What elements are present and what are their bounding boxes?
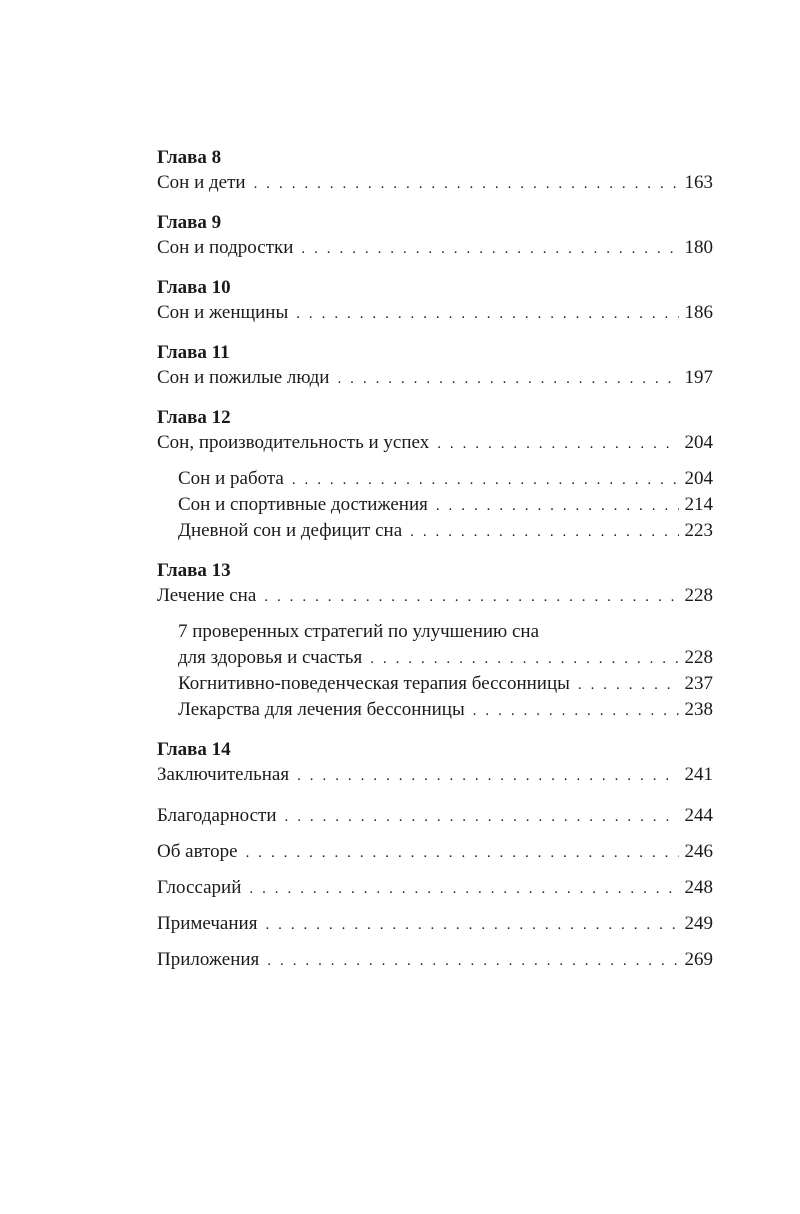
entry-title: Глоссарий <box>157 877 242 898</box>
entry-title: Сон и работа <box>178 468 284 489</box>
chapter-heading: Глава 10 <box>157 277 231 298</box>
page-number: 241 <box>684 764 713 785</box>
page-number: 237 <box>684 673 713 694</box>
chapter-heading: Глава 8 <box>157 147 222 168</box>
entry-title: Примечания <box>157 913 258 934</box>
dot-leader <box>249 876 678 902</box>
chapter-heading: Глава 14 <box>157 739 231 760</box>
chapter-heading: Глава 9 <box>157 212 222 233</box>
dot-leader <box>436 493 679 519</box>
chapter-heading: Глава 13 <box>157 560 231 581</box>
dot-leader <box>473 698 679 724</box>
page-number: 238 <box>684 699 713 720</box>
toc-subentry[interactable] <box>157 645 713 671</box>
entry-title: Приложения <box>157 949 260 970</box>
entry-title: Заключительная <box>157 764 290 785</box>
entry-title: Сон, производительность и успех <box>157 432 430 453</box>
page-number: 269 <box>684 949 713 970</box>
entry-title: Дневной сон и дефицит сна <box>178 520 403 541</box>
entry-title: Сон и спортивные достижения <box>178 494 428 515</box>
page-number: 246 <box>684 841 713 862</box>
toc-entry[interactable] <box>157 365 713 391</box>
toc-entry-glossary[interactable] <box>157 875 713 901</box>
entry-title: для здоровья и счастья <box>178 647 363 668</box>
toc-entry[interactable] <box>157 430 713 456</box>
page-number: 214 <box>684 494 713 515</box>
toc-entry[interactable] <box>157 170 713 196</box>
page-number: 228 <box>684 585 713 606</box>
toc-entry-appendices[interactable] <box>157 947 713 973</box>
page-number: 186 <box>684 302 713 323</box>
dot-leader <box>297 763 678 789</box>
toc-entry-about-author[interactable] <box>157 839 713 865</box>
entry-title: Об авторе <box>157 841 238 862</box>
dot-leader <box>285 804 679 830</box>
page-number: 163 <box>684 172 713 193</box>
dot-leader <box>296 301 678 327</box>
dot-leader <box>254 171 679 197</box>
entry-title: Сон и подростки <box>157 237 294 258</box>
dot-leader <box>292 467 679 493</box>
dot-leader <box>437 431 678 457</box>
chapter-heading: Глава 11 <box>157 342 230 363</box>
entry-title: Лекарства для лечения бессонницы <box>178 699 465 720</box>
toc-entry-notes[interactable] <box>157 911 713 937</box>
entry-title: Сон и пожилые люди <box>157 367 330 388</box>
chapter-heading: Глава 12 <box>157 407 231 428</box>
toc-entry[interactable] <box>157 583 713 609</box>
toc-entry[interactable] <box>157 300 713 326</box>
entry-title: Благодарности <box>157 805 277 826</box>
entry-title: Сон и дети <box>157 172 246 193</box>
toc-subentry[interactable] <box>157 671 713 697</box>
page-number: 248 <box>684 877 713 898</box>
toc-subentry[interactable] <box>157 518 713 544</box>
dot-leader <box>265 912 678 938</box>
page-number: 204 <box>684 468 713 489</box>
page-number: 180 <box>684 237 713 258</box>
entry-title-line[interactable]: 7 проверенных стратегий по улучшению сна <box>178 621 540 642</box>
dot-leader <box>246 840 679 866</box>
table-of-contents <box>157 146 713 973</box>
toc-subentry[interactable] <box>157 697 713 723</box>
dot-leader <box>337 366 678 392</box>
dot-leader <box>264 584 678 610</box>
page-number: 204 <box>684 432 713 453</box>
page-number: 223 <box>684 520 713 541</box>
dot-leader <box>578 672 679 698</box>
dot-leader <box>410 519 678 545</box>
toc-entry[interactable] <box>157 762 713 788</box>
page-number: 228 <box>684 647 713 668</box>
page-number: 197 <box>684 367 713 388</box>
page-number: 249 <box>684 913 713 934</box>
toc-entry-acknowledgements[interactable] <box>157 803 713 829</box>
toc-subentry[interactable] <box>157 466 713 492</box>
toc-subentry[interactable] <box>157 492 713 518</box>
entry-title: Сон и женщины <box>157 302 289 323</box>
entry-title: Когнитивно-поведенческая терапия бессонницы <box>178 673 570 694</box>
entry-title: Лечение сна <box>157 585 257 606</box>
page-number: 244 <box>684 805 713 826</box>
toc-entry[interactable] <box>157 235 713 261</box>
dot-leader <box>301 236 678 262</box>
dot-leader <box>267 948 678 974</box>
dot-leader <box>370 646 678 672</box>
